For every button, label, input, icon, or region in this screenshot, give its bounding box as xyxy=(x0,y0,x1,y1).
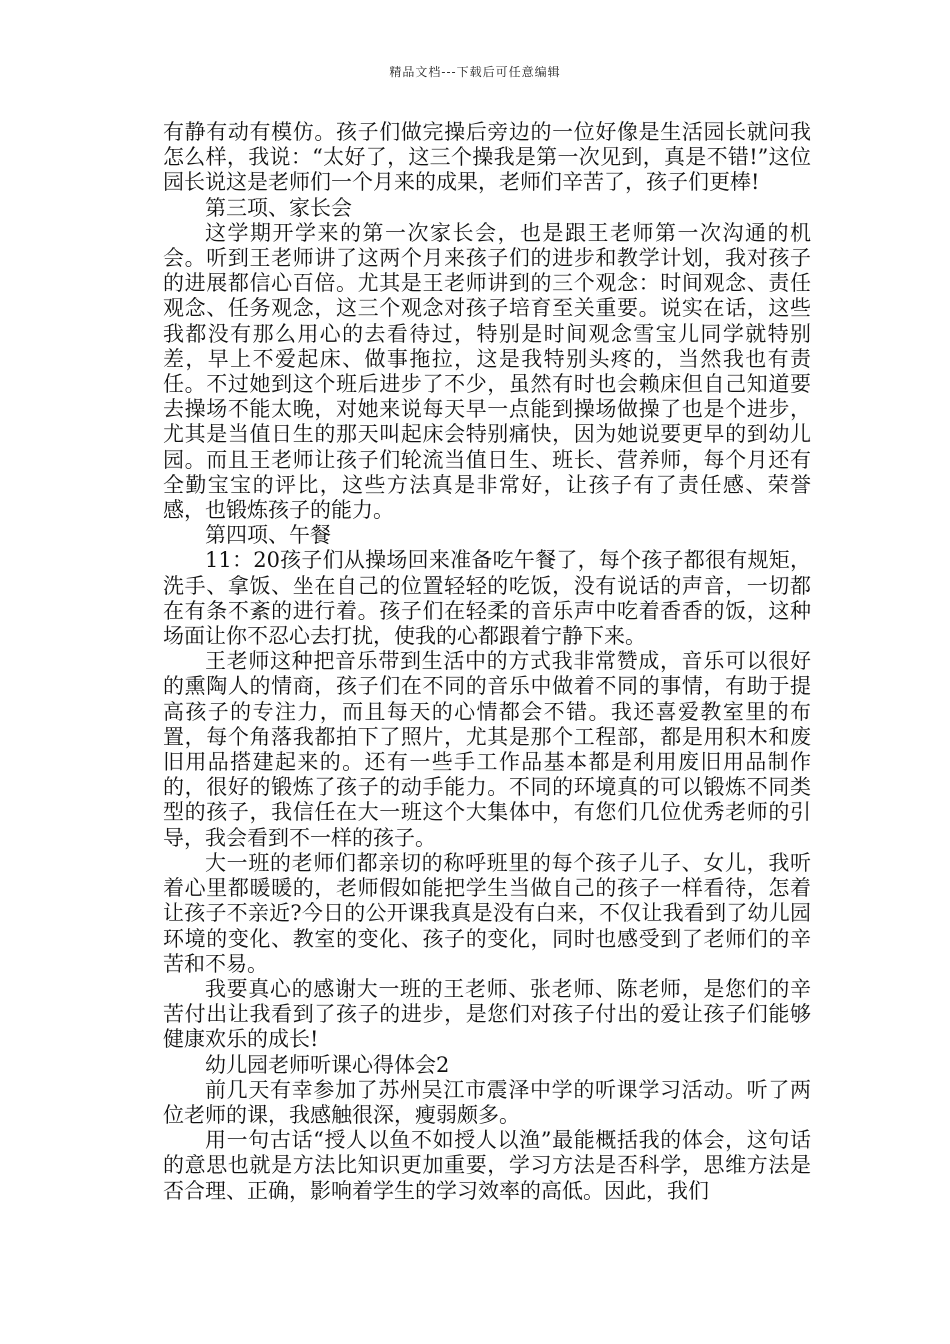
paragraph: 大一班的老师们都亲切的称呼班里的每个孩子儿子、女儿，我听着心里都暖暖的，老师假如能把学生当做自己的孩子一样看待，怎着让孩子不亲近?今日的公开课我真是没有白来，不仅让我看到了幼儿园环境的变化、教室的变化、孩子的变化，同时也感受到了老师们的辛苦和不易。 xyxy=(163,850,811,976)
paragraph: 用一句古话“授人以鱼不如授人以渔”最能概括我的体会，这句话的意思也就是方法比知识更加重要，学习方法是否科学，思维方法是否合理、正确，影响着学生的学习效率的高低。因此，我们 xyxy=(163,1128,811,1203)
article-title: 幼儿园老师听课心得体会2 xyxy=(205,1052,450,1077)
paragraph: 王老师这种把音乐带到生活中的方式我非常赞成，音乐可以很好的熏陶人的情商，孩子们在不同的音乐中做着不同的事情，有助于提高孩子的专注力，而且每天的心情都会不错。我还喜爱教室里的布置，每个角落我都拍下了照片，尤其是那个工程部，都是用积木和废旧用品搭建起来的。还有一些手工作品基本都是利用废旧用品制作的，很好的锻炼了孩子的动手能力。不同的环境真的可以锻炼不同类型的孩子，我信任在大一班这个大集体中，有您们几位优秀老师的引导，我会看到不一样的孩子。 xyxy=(163,649,811,850)
paragraph: 这学期开学来的第一次家长会，也是跟王老师第一次沟通的机会。听到王老师讲了这两个月来孩子们的进步和教学计划，我对孩子的进展都信心百倍。尤其是王老师讲到的三个观念：时间观念、责任观念、任务观念，这三个观念对孩子培育至关重要。说实在话，这些我都没有那么用心的去看待过，特别是时间观念雪宝儿同学就特别差，早上不爱起床、做事拖拉，这是我特别头疼的，当然我也有责任。不过她到这个班后进步了不少，虽然有时也会赖床但自己知道要去操场不能太晚，对她来说每天早一点能到操场做操了也是个进步，尤其是当值日生的那天叫起床会特别痛快，因为她说要更早的到幼儿园。而且王老师让孩子们轮流当值日生、班长、营养师，每个月还有全勤宝宝的评比，这些方法真是非常好，让孩子有了责任感、荣誉感，也锻炼孩子的能力。 xyxy=(163,220,811,523)
section-heading: 第四项、午餐 xyxy=(205,523,331,548)
document-body xyxy=(163,120,811,1204)
paragraph: 11：20孩子们从操场回来准备吃午餐了，每个孩子都很有规矩，洗手、拿饭、坐在自己的位置轻轻的吃饭，没有说话的声音，一切都在有条不紊的进行着。孩子们在轻柔的音乐声中吃着香香的饭，这种场面让你不忍心去打扰，使我的心都跟着宁静下来。 xyxy=(163,548,811,649)
page-header: 精品文档---下载后可任意编辑 xyxy=(389,65,561,79)
section-heading: 第三项、家长会 xyxy=(205,195,352,220)
paragraph: 我要真心的感谢大一班的王老师、张老师、陈老师，是您们的辛苦付出让我看到了孩子的进步，是您们对孩子付出的爱让孩子们能够健康欢乐的成长! xyxy=(163,976,811,1052)
paragraph: 前几天有幸参加了苏州吴江市震泽中学的听课学习活动。听了两位老师的课，我感触很深，瘦弱颇多。 xyxy=(163,1077,811,1127)
paragraph: 有静有动有模仿。孩子们做完操后旁边的一位好像是生活园长就问我怎么样，我说：“太好了，这三个操我是第一次见到，真是不错!”这位园长说这是老师们一个月来的成果，老师们辛苦了，孩子们更棒! xyxy=(163,120,811,195)
